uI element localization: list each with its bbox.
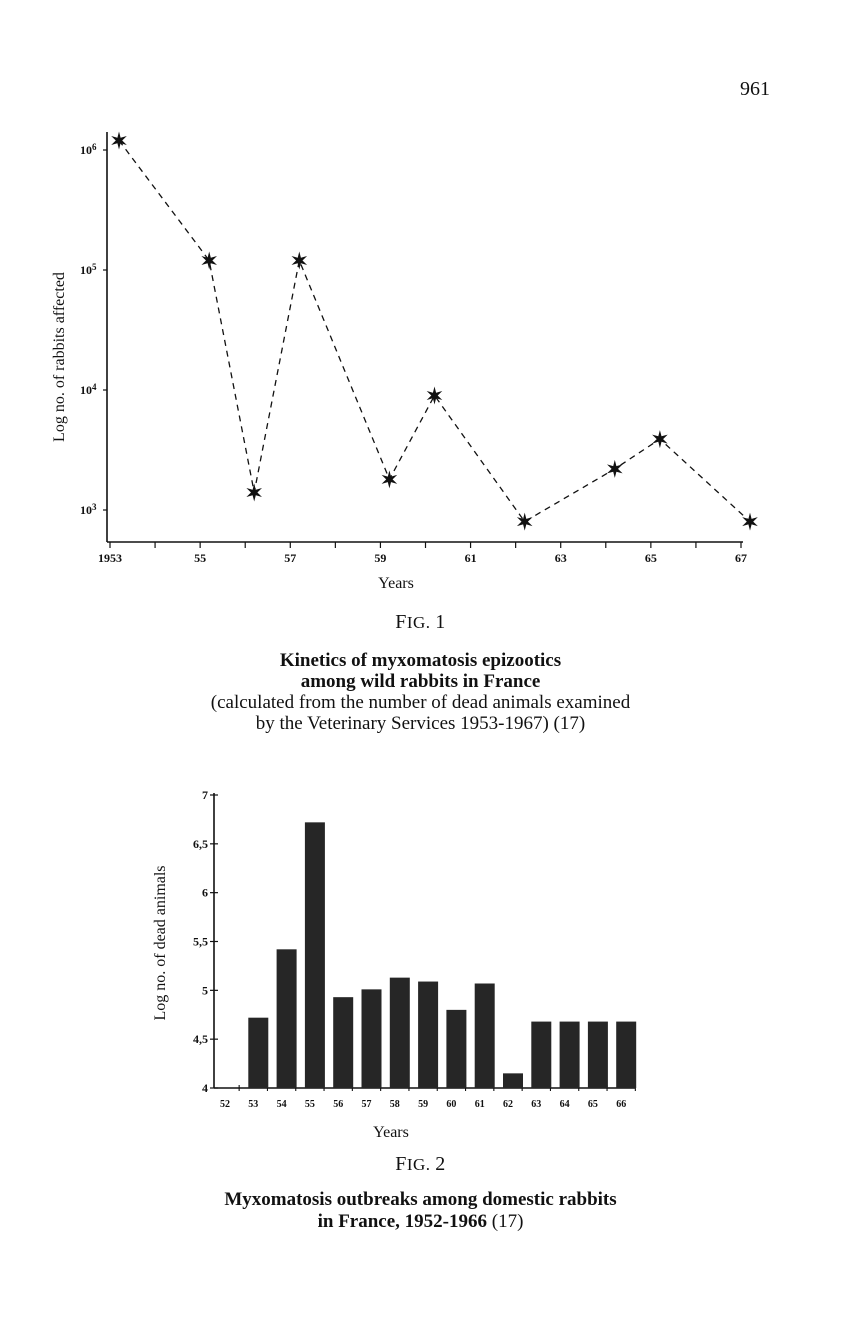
figure2-title-line2: in France, 1952-1966 (17) (317, 1211, 524, 1232)
figure1-x-tick-label: 61 (464, 551, 477, 565)
figure2-x-tick-label: 62 (503, 1099, 513, 1110)
figure2-bar (616, 1022, 636, 1088)
figure1-data-point (607, 460, 623, 478)
figure2-x-tick-label: 60 (446, 1099, 457, 1110)
figure2-bar-chart (0, 780, 841, 1180)
figure1-data-point (652, 430, 668, 448)
figure1-x-tick-label: 59 (374, 551, 387, 565)
figure2-plot-area (193, 788, 636, 1110)
figure1-subtitle-line2: by the Veterinary Services 1953-1967) (17) (255, 713, 586, 734)
figure2-x-tick-label: 65 (587, 1099, 598, 1110)
figure1-data-point (201, 252, 217, 270)
figure1-y-axis-label: Log no. of rabbits affected (51, 272, 68, 442)
figure1-plot-area (80, 132, 758, 566)
figure1-y-tick-label: $10^6$ (80, 142, 97, 157)
figure2-y-tick-label: 7 (202, 788, 208, 802)
figure2-bar (418, 982, 438, 1088)
figure2-y-axis-label: Log no. of dead animals (152, 865, 169, 1021)
figure2-bar (277, 949, 297, 1088)
figure2-bar (333, 997, 353, 1088)
figure1-x-tick-label: 65 (644, 551, 657, 565)
figure1-y-tick-label: $10^4$ (80, 382, 97, 397)
figure1-data-point (742, 513, 758, 531)
figure1-series-line (119, 140, 750, 521)
figure1-data-point (292, 252, 308, 270)
figure2-x-tick-label: 64 (559, 1099, 570, 1110)
figure1-subtitle-line1: (calculated from the number of dead animals examined (210, 692, 631, 713)
figure2-x-tick-label: 61 (474, 1099, 485, 1110)
figure2-bar (390, 978, 410, 1088)
figure2-x-tick-label: 58 (389, 1099, 400, 1110)
figure2-bar (503, 1073, 523, 1088)
figure1-x-tick-label: 1953 (98, 551, 122, 565)
figure2-x-tick-label: 53 (248, 1099, 259, 1110)
figure2-y-tick-label: 4,5 (193, 1032, 208, 1047)
figure2-bar (248, 1018, 268, 1088)
figure2-x-tick-label: 59 (418, 1099, 429, 1110)
figure2-x-tick-label: 54 (276, 1099, 287, 1110)
figure2-bar (362, 989, 382, 1088)
figure1-x-tick-label: 57 (284, 551, 297, 565)
figure1-y-tick-label: $10^5$ (80, 262, 97, 277)
figure2-x-tick-label: 55 (304, 1099, 315, 1110)
figure2-x-tick-label: 56 (333, 1099, 344, 1110)
figure2-bar (560, 1022, 580, 1088)
figure2-bar (531, 1022, 551, 1088)
figure1-y-tick-label: $10^3$ (80, 502, 97, 517)
figure2-x-axis-label: Years (373, 1124, 409, 1141)
figure2-y-tick-label: 6 (202, 885, 208, 900)
figure1-data-point (246, 484, 262, 502)
figure2-x-tick-label: 63 (531, 1099, 542, 1110)
figure2-label: FIG. 2 (395, 1153, 446, 1175)
figure2-bar (475, 983, 495, 1088)
figure1-data-point (382, 470, 398, 488)
page-number: 961 (740, 78, 770, 100)
figure2-x-tick-label: 52 (220, 1099, 230, 1110)
figure1-line-chart (0, 0, 841, 600)
figure1-x-axis-label: Years (378, 575, 414, 592)
figure2-y-tick-label: 5 (202, 983, 208, 998)
figure2-bar (305, 822, 325, 1088)
figure2-bar (588, 1022, 608, 1088)
figure1-x-tick-label: 55 (194, 551, 207, 565)
figure2-x-tick-label: 57 (361, 1099, 372, 1110)
figure1-label: FIG. 1 (395, 611, 446, 633)
figure1-data-point (111, 132, 127, 150)
figure2-y-tick-label: 6,5 (193, 836, 208, 851)
figure1-title-line2: among wild rabbits in France (300, 671, 541, 692)
figure1-x-tick-label: 63 (554, 551, 567, 565)
figure2-x-tick-label: 66 (616, 1099, 627, 1110)
figure2-title-line1: Myxomatosis outbreaks among domestic rabbits (224, 1189, 617, 1210)
figure1-data-point (517, 513, 533, 531)
figure2-bar (446, 1010, 466, 1088)
figure1-title-line1: Kinetics of myxomatosis epizootics (279, 650, 562, 671)
figure1-x-tick-label: 67 (735, 551, 747, 565)
figure2-y-tick-label: 5,5 (193, 934, 208, 949)
figure1-data-point (427, 387, 443, 405)
figure2-y-tick-label: 4 (202, 1081, 208, 1095)
